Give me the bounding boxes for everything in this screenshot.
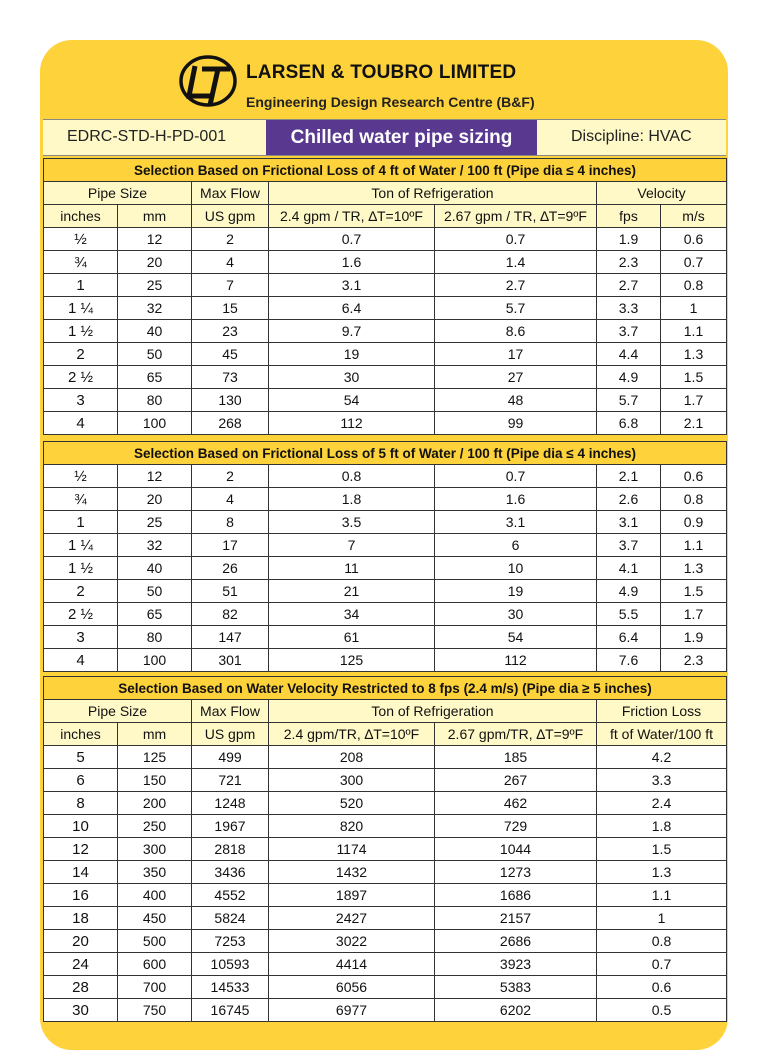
table-cell: 1.8 (597, 815, 727, 838)
pipe-size-cell: ¾ (44, 251, 118, 274)
table-cell: 0.5 (597, 999, 727, 1022)
column-header: ft of Water/100 ft (597, 723, 727, 746)
pipe-size-cell: 1 (44, 274, 118, 297)
table-cell: 10 (435, 557, 597, 580)
table-cell: 7.6 (597, 649, 661, 672)
column-header: inches (44, 205, 118, 228)
pipe-size-cell: 14 (44, 861, 118, 884)
table-cell: 17 (192, 534, 269, 557)
table-cell: 6.4 (597, 626, 661, 649)
table-row (44, 861, 727, 884)
table-cell: 20 (118, 488, 192, 511)
pipe-size-cell: 8 (44, 792, 118, 815)
column-header: 2.4 gpm/TR, ∆T=10ºF (269, 723, 435, 746)
pipe-size-cell: 2 (44, 580, 118, 603)
table-cell: 729 (435, 815, 597, 838)
department-name: Engineering Design Research Centre (B&F) (246, 94, 535, 110)
table-cell: 1.9 (661, 626, 727, 649)
table-row (44, 511, 727, 534)
table-cell: 750 (118, 999, 192, 1022)
pipe-size-cell: 1 ½ (44, 557, 118, 580)
table-cell: 5383 (435, 976, 597, 999)
group-header-max-flow: Max Flow (192, 182, 269, 205)
table-cell: 27 (435, 366, 597, 389)
table-cell: 0.7 (269, 228, 435, 251)
table-cell: 2.4 (597, 792, 727, 815)
table-row (44, 930, 727, 953)
table-row (44, 320, 727, 343)
table-cell: 65 (118, 366, 192, 389)
table-cell: 600 (118, 953, 192, 976)
table-row (44, 884, 727, 907)
table-cell: 125 (118, 746, 192, 769)
table-cell: 45 (192, 343, 269, 366)
table-cell: 2.3 (597, 251, 661, 274)
table-cell: 1.6 (269, 251, 435, 274)
table-cell: 1 (661, 297, 727, 320)
table-row (44, 815, 727, 838)
pipe-size-cell: 30 (44, 999, 118, 1022)
table-cell: 1432 (269, 861, 435, 884)
table-cell: 0.8 (269, 465, 435, 488)
table-row (44, 999, 727, 1022)
table-cell: 30 (435, 603, 597, 626)
section-title: Selection Based on Water Velocity Restricted to 8 fps (2.4 m/s) (Pipe dia ≥ 5 inches) (44, 677, 727, 700)
table-cell: 300 (269, 769, 435, 792)
table-cell: 250 (118, 815, 192, 838)
table-cell: 10593 (192, 953, 269, 976)
table-row (44, 389, 727, 412)
discipline-label: Discipline: HVAC (571, 128, 692, 145)
table-cell: 26 (192, 557, 269, 580)
table-row (44, 297, 727, 320)
table-cell: 2.6 (597, 488, 661, 511)
table-row (44, 580, 727, 603)
table-cell: 0.6 (661, 465, 727, 488)
table-cell: 40 (118, 320, 192, 343)
table-cell: 2818 (192, 838, 269, 861)
pipe-size-cell: ½ (44, 228, 118, 251)
table-cell: 4.2 (597, 746, 727, 769)
table-cell: 1.7 (661, 389, 727, 412)
card-header (40, 40, 728, 118)
table-cell: 4.9 (597, 366, 661, 389)
table-cell: 1.3 (661, 343, 727, 366)
table-cell: 51 (192, 580, 269, 603)
table-cell: 100 (118, 412, 192, 435)
table-cell: 5.7 (435, 297, 597, 320)
column-header: US gpm (192, 205, 269, 228)
table-cell: 16745 (192, 999, 269, 1022)
table-cell: 19 (269, 343, 435, 366)
table-cell: 14533 (192, 976, 269, 999)
table-cell: 1.6 (435, 488, 597, 511)
table-row (44, 343, 727, 366)
pipe-size-cell: 4 (44, 649, 118, 672)
table-cell: 1044 (435, 838, 597, 861)
pipe-size-cell: 20 (44, 930, 118, 953)
table-cell: 1967 (192, 815, 269, 838)
pipe-size-cell: 2 ½ (44, 603, 118, 626)
table-frictional-loss-5ft (43, 441, 727, 672)
table-cell: 6 (435, 534, 597, 557)
table-cell: 7 (269, 534, 435, 557)
table-cell: 82 (192, 603, 269, 626)
table-cell: 6202 (435, 999, 597, 1022)
group-header-tonnage: Ton of Refrigeration (269, 700, 597, 723)
table-cell: 1.4 (435, 251, 597, 274)
group-header-friction-loss: Friction Loss (597, 700, 727, 723)
table-cell: 0.7 (661, 251, 727, 274)
table-cell: 1.5 (597, 838, 727, 861)
table-cell: 32 (118, 534, 192, 557)
pipe-size-cell: 5 (44, 746, 118, 769)
pipe-size-cell: 1 ½ (44, 320, 118, 343)
table-row (44, 603, 727, 626)
table-cell: 6.4 (269, 297, 435, 320)
table-cell: 0.8 (597, 930, 727, 953)
table-cell: 2.1 (597, 465, 661, 488)
table-cell: 3.3 (597, 297, 661, 320)
table-cell: 1 (597, 907, 727, 930)
table-cell: 1.1 (661, 534, 727, 557)
table-cell: 3.7 (597, 534, 661, 557)
table-cell: 112 (435, 649, 597, 672)
table-cell: 4.9 (597, 580, 661, 603)
table-cell: 2427 (269, 907, 435, 930)
title-bar (43, 119, 726, 156)
table-cell: 130 (192, 389, 269, 412)
table-cell: 3.1 (269, 274, 435, 297)
table-cell: 1.9 (597, 228, 661, 251)
table-cell: 4.4 (597, 343, 661, 366)
table-cell: 4.1 (597, 557, 661, 580)
table-cell: 185 (435, 746, 597, 769)
table-cell: 0.8 (661, 488, 727, 511)
table-cell: 6.8 (597, 412, 661, 435)
group-header-tonnage: Ton of Refrigeration (269, 182, 597, 205)
table-cell: 3436 (192, 861, 269, 884)
table-cell: 2157 (435, 907, 597, 930)
pipe-size-cell: 10 (44, 815, 118, 838)
pipe-size-cell: 2 ½ (44, 366, 118, 389)
table-row (44, 907, 727, 930)
table-cell: 48 (435, 389, 597, 412)
table-cell: 3.3 (597, 769, 727, 792)
column-header: US gpm (192, 723, 269, 746)
document-code: EDRC-STD-H-PD-001 (67, 128, 227, 145)
pipe-size-cell: 28 (44, 976, 118, 999)
section-title: Selection Based on Frictional Loss of 4 ft of Water / 100 ft (Pipe dia ≤ 4 inches) (44, 159, 727, 182)
table-cell: 2686 (435, 930, 597, 953)
table-cell: 21 (269, 580, 435, 603)
table-cell: 150 (118, 769, 192, 792)
table-row (44, 769, 727, 792)
table-cell: 267 (435, 769, 597, 792)
section-title: Selection Based on Frictional Loss of 5 ft of Water / 100 ft (Pipe dia ≤ 4 inches) (44, 442, 727, 465)
table-cell: 208 (269, 746, 435, 769)
table-cell: 5824 (192, 907, 269, 930)
table-cell: 1174 (269, 838, 435, 861)
pipe-size-cell: 3 (44, 389, 118, 412)
table-cell: 4552 (192, 884, 269, 907)
lt-logo-icon (178, 52, 238, 110)
table-cell: 4414 (269, 953, 435, 976)
table-cell: 0.6 (661, 228, 727, 251)
table-row (44, 366, 727, 389)
table-cell: 12 (118, 465, 192, 488)
pipe-size-cell: 16 (44, 884, 118, 907)
table-cell: 350 (118, 861, 192, 884)
table-cell: 500 (118, 930, 192, 953)
table-cell: 300 (118, 838, 192, 861)
table-cell: 65 (118, 603, 192, 626)
table-cell: 11 (269, 557, 435, 580)
table-cell: 99 (435, 412, 597, 435)
table-frictional-loss-4ft (43, 158, 727, 435)
table-row (44, 953, 727, 976)
table-cell: 2.7 (435, 274, 597, 297)
document-title: Chilled water pipe sizing (266, 120, 537, 155)
column-header: mm (118, 205, 192, 228)
table-row (44, 274, 727, 297)
pipe-size-cell: ¾ (44, 488, 118, 511)
table-cell: 2 (192, 465, 269, 488)
table-cell: 34 (269, 603, 435, 626)
table-cell: 1248 (192, 792, 269, 815)
table-cell: 25 (118, 274, 192, 297)
table-cell: 3.1 (597, 511, 661, 534)
pipe-size-cell: ½ (44, 465, 118, 488)
group-header-max-flow: Max Flow (192, 700, 269, 723)
table-cell: 301 (192, 649, 269, 672)
table-cell: 73 (192, 366, 269, 389)
table-cell: 19 (435, 580, 597, 603)
table-cell: 0.7 (435, 228, 597, 251)
column-header: 2.67 gpm/TR, ∆T=9ºF (435, 723, 597, 746)
table-cell: 54 (269, 389, 435, 412)
table-cell: 15 (192, 297, 269, 320)
table-cell: 820 (269, 815, 435, 838)
table-cell: 4 (192, 251, 269, 274)
pipe-size-cell: 2 (44, 343, 118, 366)
table-cell: 520 (269, 792, 435, 815)
table-cell: 125 (269, 649, 435, 672)
table-row (44, 649, 727, 672)
column-header: 2.67 gpm / TR, ∆T=9ºF (435, 205, 597, 228)
table-cell: 32 (118, 297, 192, 320)
table-cell: 9.7 (269, 320, 435, 343)
table-cell: 3.7 (597, 320, 661, 343)
table-cell: 2.1 (661, 412, 727, 435)
table-cell: 0.7 (597, 953, 727, 976)
table-row (44, 488, 727, 511)
table-cell: 147 (192, 626, 269, 649)
table-cell: 0.6 (597, 976, 727, 999)
pipe-size-cell: 1 (44, 511, 118, 534)
table-cell: 3.1 (435, 511, 597, 534)
table-cell: 20 (118, 251, 192, 274)
table-cell: 1.3 (597, 861, 727, 884)
table-cell: 1897 (269, 884, 435, 907)
column-header: 2.4 gpm / TR, ∆T=10ºF (269, 205, 435, 228)
table-cell: 450 (118, 907, 192, 930)
table-row (44, 557, 727, 580)
table-cell: 700 (118, 976, 192, 999)
table-cell: 1.1 (597, 884, 727, 907)
table-cell: 1.5 (661, 366, 727, 389)
pipe-size-cell: 1 ¼ (44, 534, 118, 557)
table-cell: 8.6 (435, 320, 597, 343)
table-cell: 6977 (269, 999, 435, 1022)
table-cell: 0.8 (661, 274, 727, 297)
table-cell: 25 (118, 511, 192, 534)
table-cell: 23 (192, 320, 269, 343)
table-cell: 80 (118, 389, 192, 412)
column-header: fps (597, 205, 661, 228)
table-row (44, 792, 727, 815)
table-cell: 61 (269, 626, 435, 649)
column-header: m/s (661, 205, 727, 228)
table-cell: 6056 (269, 976, 435, 999)
table-row (44, 465, 727, 488)
table-row (44, 976, 727, 999)
table-cell: 721 (192, 769, 269, 792)
group-header-pipe-size: Pipe Size (44, 700, 192, 723)
pipe-size-cell: 6 (44, 769, 118, 792)
table-cell: 7253 (192, 930, 269, 953)
column-header: mm (118, 723, 192, 746)
table-cell: 2.7 (597, 274, 661, 297)
table-cell: 5.5 (597, 603, 661, 626)
table-row (44, 626, 727, 649)
table-cell: 40 (118, 557, 192, 580)
pipe-size-cell: 1 ¼ (44, 297, 118, 320)
pipe-size-cell: 4 (44, 412, 118, 435)
table-cell: 2 (192, 228, 269, 251)
table-cell: 3.5 (269, 511, 435, 534)
table-cell: 100 (118, 649, 192, 672)
table-cell: 1.5 (661, 580, 727, 603)
table-cell: 268 (192, 412, 269, 435)
table-cell: 1.1 (661, 320, 727, 343)
pipe-size-cell: 12 (44, 838, 118, 861)
table-cell: 50 (118, 580, 192, 603)
table-velocity-restricted (43, 676, 727, 1022)
table-cell: 1.8 (269, 488, 435, 511)
table-cell: 8 (192, 511, 269, 534)
table-cell: 462 (435, 792, 597, 815)
table-cell: 4 (192, 488, 269, 511)
table-cell: 2.3 (661, 649, 727, 672)
table-cell: 1.3 (661, 557, 727, 580)
table-row (44, 251, 727, 274)
group-header-velocity: Velocity (597, 182, 727, 205)
group-header-pipe-size: Pipe Size (44, 182, 192, 205)
pipe-size-cell: 24 (44, 953, 118, 976)
company-name: LARSEN & TOUBRO LIMITED (246, 62, 517, 83)
table-row (44, 412, 727, 435)
table-cell: 400 (118, 884, 192, 907)
table-cell: 3923 (435, 953, 597, 976)
table-cell: 1273 (435, 861, 597, 884)
pipe-size-cell: 3 (44, 626, 118, 649)
table-row (44, 228, 727, 251)
table-cell: 200 (118, 792, 192, 815)
table-cell: 50 (118, 343, 192, 366)
table-cell: 17 (435, 343, 597, 366)
table-row (44, 534, 727, 557)
table-cell: 0.9 (661, 511, 727, 534)
table-cell: 54 (435, 626, 597, 649)
reference-card (40, 40, 728, 1050)
table-row (44, 838, 727, 861)
table-cell: 30 (269, 366, 435, 389)
table-cell: 0.7 (435, 465, 597, 488)
column-header: inches (44, 723, 118, 746)
table-cell: 12 (118, 228, 192, 251)
table-cell: 1.7 (661, 603, 727, 626)
table-cell: 1686 (435, 884, 597, 907)
table-cell: 5.7 (597, 389, 661, 412)
table-cell: 499 (192, 746, 269, 769)
table-cell: 7 (192, 274, 269, 297)
table-row (44, 746, 727, 769)
table-cell: 3022 (269, 930, 435, 953)
table-cell: 80 (118, 626, 192, 649)
table-cell: 112 (269, 412, 435, 435)
pipe-size-cell: 18 (44, 907, 118, 930)
